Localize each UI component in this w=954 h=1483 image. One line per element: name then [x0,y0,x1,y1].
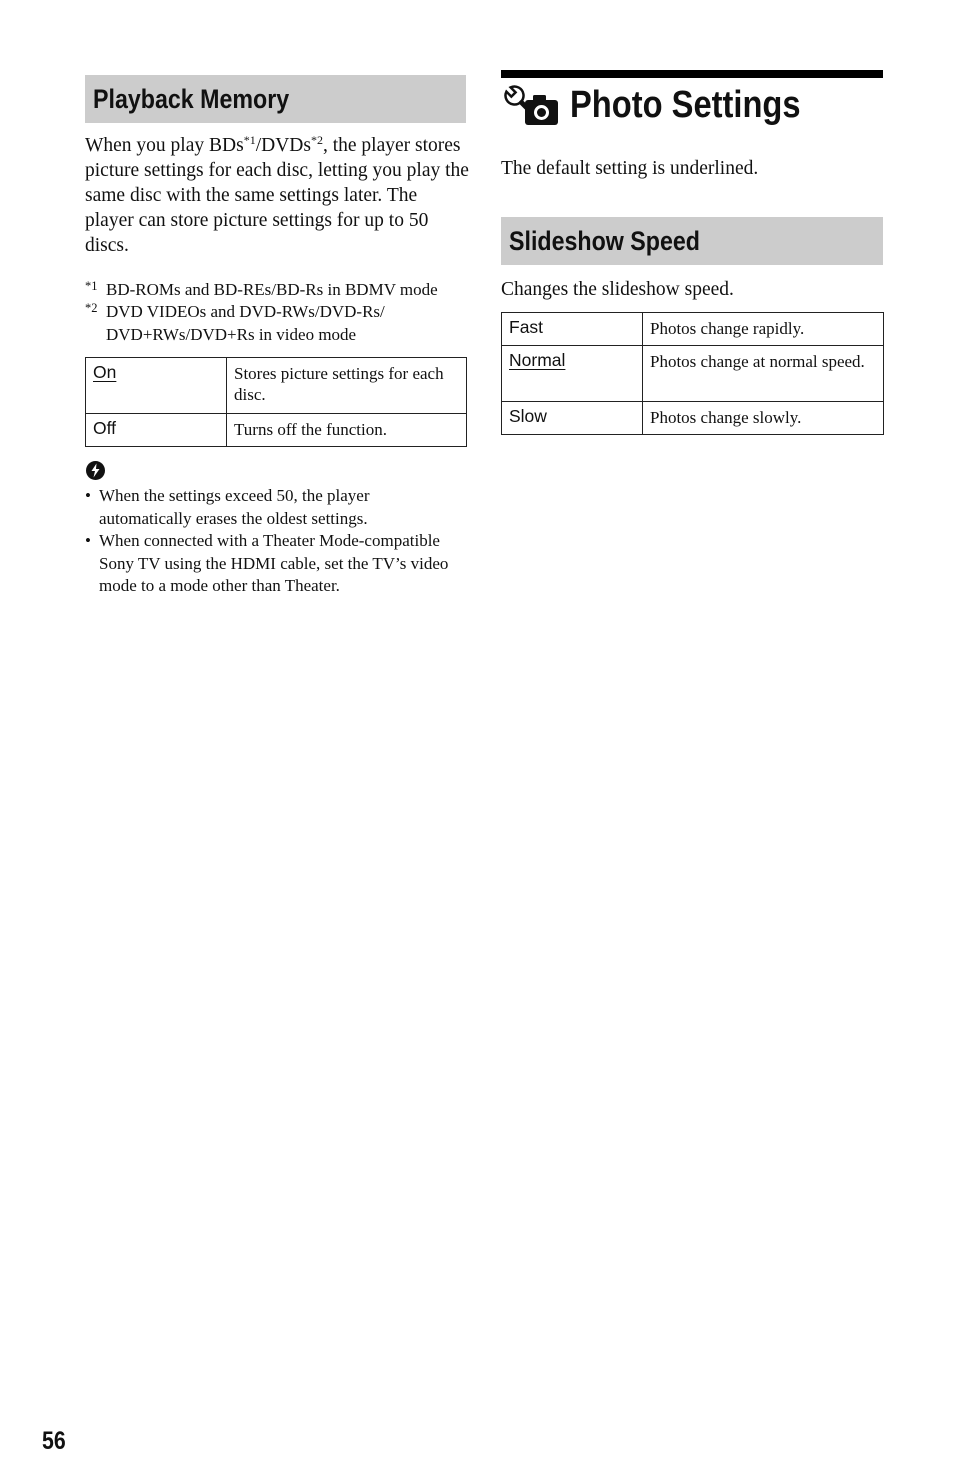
playback-memory-options-table [85,357,467,447]
footnote-1: *1 BD-ROMs and BD-REs/BD-Rs in BDMV mode [85,279,438,299]
chapter-rule [501,70,883,78]
notes-list [85,485,465,598]
playback-memory-intro: When you play BDs$^{*1}$/DVDs$^{*2}$, the player stores picture settings for each disc, letting you play the same disc with the same settings later. The player can store picture settings for up to 50 discs. [85,133,469,256]
list-item: • When connected with a Theater Mode-compatible Sony TV using the HDMI cable, set the TV’s video mode to a mode other than Theater. [85,531,449,595]
table-row [86,358,467,414]
option-description: Turns off the function. [227,414,467,447]
option-name: Off [86,414,227,447]
slideshow-speed-heading: Slideshow Speed [501,217,883,265]
hint-icon [85,460,106,481]
list-item: • When the settings exceed 50, the player automatically erases the oldest settings. [85,486,370,528]
option-description: Photos change rapidly. [643,313,884,346]
option-description: Photos change slowly. [643,402,884,435]
table-row [502,346,884,402]
slideshow-speed-options-table [501,312,884,435]
table-row [86,414,467,447]
option-name: Normal [502,346,643,402]
option-name: Fast [502,313,643,346]
footnote-2: *2 DVD VIDEOs and DVD-RWs/DVD-Rs/ DVD+RWs/DVD+Rs in video mode [85,301,385,344]
playback-memory-heading: Playback Memory [85,75,466,123]
table-row [502,313,884,346]
slideshow-speed-description: Changes the slideshow speed. [501,279,734,300]
option-name: Slow [502,402,643,435]
option-description: Stores picture settings for each disc. [227,358,467,414]
option-name: On [86,358,227,414]
default-setting-note: The default setting is underlined. [501,158,759,179]
page-title: Photo Settings [570,84,801,126]
page-number: 56 [42,1427,66,1455]
photo-settings-icon [503,84,559,128]
table-row [502,402,884,435]
option-description: Photos change at normal speed. [643,346,884,402]
